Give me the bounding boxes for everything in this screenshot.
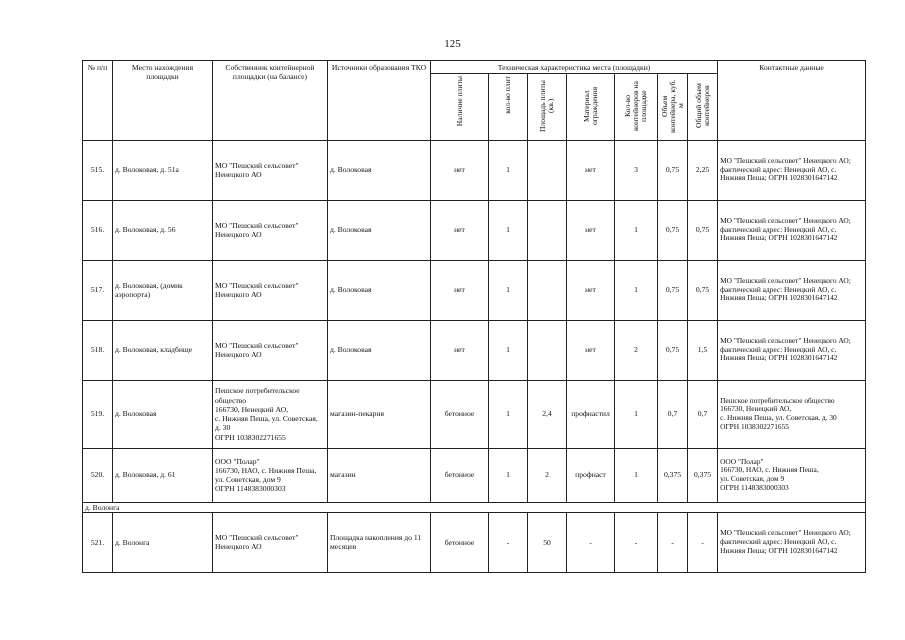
cell-owner: Пешское потребительское общество 166730, Ненецкий АО, с. Нижняя Пеша, ул. Советская, д. 30 ОГРН 1038302271655 <box>213 380 328 448</box>
cell-num: 520. <box>83 448 113 502</box>
cell-slabs: 1 <box>489 200 528 260</box>
cell-place: д. Волоковая, (домик аэропорта) <box>113 260 213 320</box>
cell-volume: 0,7 <box>658 380 688 448</box>
cell-total: 0,7 <box>688 380 718 448</box>
cell-num: 521. <box>83 512 113 572</box>
header-volume: Объем контейнера, куб. м <box>658 74 688 140</box>
cell-containers: 1 <box>615 200 658 260</box>
cell-area <box>528 260 567 320</box>
cell-place: д. Волоковая, д. 56 <box>113 200 213 260</box>
cell-base: нет <box>431 260 489 320</box>
cell-contacts: Пешское потребительское общество 166730, Ненецкий АО, с. Нижняя Пеша, ул. Советская, д. 30 ОГРН 1038302271655 <box>718 380 866 448</box>
header-contacts: Контактные данные <box>718 61 866 141</box>
cell-place: д. Волоковая <box>113 380 213 448</box>
cell-containers: 1 <box>615 448 658 502</box>
cell-place: д. Волоковая, д. 61 <box>113 448 213 502</box>
cell-volume: 0,75 <box>658 260 688 320</box>
cell-area: 2 <box>528 448 567 502</box>
header-total: Общий объем контейнеров <box>688 74 718 140</box>
cell-contacts: МО "Пешский сельсовет" Ненецкого АО; фактический адрес: Ненецкий АО, с. Нижняя Пеша; ОГРН 1028301647142 <box>718 140 866 200</box>
header-area: Площадь плиты (кв.) <box>528 74 567 140</box>
table-row <box>83 140 866 200</box>
cell-owner: МО "Пешский сельсовет" Ненецкого АО <box>213 200 328 260</box>
table-row <box>83 448 866 502</box>
cell-fence: нет <box>567 140 615 200</box>
table-row <box>83 320 866 380</box>
cell-num: 516. <box>83 200 113 260</box>
cell-total: 0,375 <box>688 448 718 502</box>
cell-total: 2,25 <box>688 140 718 200</box>
cell-place: д. Волоковая, д. 51а <box>113 140 213 200</box>
cell-base: нет <box>431 320 489 380</box>
cell-volume: 0,75 <box>658 140 688 200</box>
cell-slabs: 1 <box>489 140 528 200</box>
cell-area <box>528 320 567 380</box>
cell-containers: 2 <box>615 320 658 380</box>
cell-volume: 0,75 <box>658 320 688 380</box>
header-fence: Материал ограждения <box>567 74 615 140</box>
cell-contacts: ООО "Полар" 166730, НАО, с. Нижняя Пеша, ул. Советская, дом 9 ОГРН 1148383000303 <box>718 448 866 502</box>
cell-base: бетонное <box>431 448 489 502</box>
table-row <box>83 260 866 320</box>
cell-base: нет <box>431 140 489 200</box>
cell-containers: 1 <box>615 380 658 448</box>
cell-slabs: 1 <box>489 380 528 448</box>
cell-owner: МО "Пешский сельсовет" Ненецкого АО <box>213 140 328 200</box>
cell-source: д. Волоковая <box>328 200 431 260</box>
header-tech: Техническая характеристика места (площадки) <box>431 61 718 74</box>
cell-area <box>528 140 567 200</box>
header-containers: Кол-во контейнеров на площадке <box>615 74 658 140</box>
page-number: 125 <box>444 38 461 50</box>
cell-slabs: 1 <box>489 448 528 502</box>
cell-slabs: 1 <box>489 260 528 320</box>
header-num: № п/п <box>83 61 113 141</box>
cell-owner: МО "Пешский сельсовет" Ненецкого АО <box>213 260 328 320</box>
cell-total: 1,5 <box>688 320 718 380</box>
section-title: д. Волонга <box>83 502 866 512</box>
cell-containers: - <box>615 512 658 572</box>
header-slab-count: кол-во плит <box>489 74 528 140</box>
cell-total: 0,75 <box>688 260 718 320</box>
cell-slabs: - <box>489 512 528 572</box>
cell-owner: МО "Пешский сельсовет" Ненецкого АО <box>213 512 328 572</box>
header-owner: Собственник контейнерной площадки (на балансе) <box>213 61 328 141</box>
register-table <box>82 60 866 573</box>
cell-fence: профнастил <box>567 380 615 448</box>
table-row <box>83 512 866 572</box>
cell-base: бетонное <box>431 512 489 572</box>
cell-containers: 3 <box>615 140 658 200</box>
cell-area: 2,4 <box>528 380 567 448</box>
cell-num: 519. <box>83 380 113 448</box>
cell-base: нет <box>431 200 489 260</box>
cell-owner: ООО "Полар" 166730, НАО, с. Нижняя Пеша, ул. Советская, дом 9 ОГРН 1148383000303 <box>213 448 328 502</box>
cell-source: Площадка накопления до 11 месяцев <box>328 512 431 572</box>
cell-containers: 1 <box>615 260 658 320</box>
cell-contacts: МО "Пешский сельсовет" Ненецкого АО; фактический адрес: Ненецкий АО, с. Нижняя Пеша; ОГРН 1028301647142 <box>718 200 866 260</box>
section-row <box>83 502 866 512</box>
cell-source: д. Волоковая <box>328 320 431 380</box>
header-base: Наличие плиты <box>431 74 489 140</box>
cell-place: д. Волонга <box>113 512 213 572</box>
cell-num: 517. <box>83 260 113 320</box>
cell-contacts: МО "Пешский сельсовет" Ненецкого АО; фактический адрес: Ненецкий АО, с. Нижняя Пеша; ОГРН 1028301647142 <box>718 512 866 572</box>
cell-contacts: МО "Пешский сельсовет" Ненецкого АО; фактический адрес: Ненецкий АО, с. Нижняя Пеша; ОГРН 1028301647142 <box>718 320 866 380</box>
cell-volume: - <box>658 512 688 572</box>
header-source: Источники образования ТКО <box>328 61 431 141</box>
cell-slabs: 1 <box>489 320 528 380</box>
cell-source: д. Волоковая <box>328 260 431 320</box>
cell-num: 518. <box>83 320 113 380</box>
cell-source: магазин <box>328 448 431 502</box>
cell-total: 0,75 <box>688 200 718 260</box>
cell-fence: нет <box>567 200 615 260</box>
cell-num: 515. <box>83 140 113 200</box>
cell-fence: - <box>567 512 615 572</box>
cell-volume: 0,375 <box>658 448 688 502</box>
header-place: Место нахождения площадки <box>113 61 213 141</box>
cell-base: бетонное <box>431 380 489 448</box>
cell-area: 50 <box>528 512 567 572</box>
cell-source: магазин-пекарня <box>328 380 431 448</box>
cell-area <box>528 200 567 260</box>
cell-volume: 0,75 <box>658 200 688 260</box>
cell-fence: нет <box>567 320 615 380</box>
cell-place: д. Волоковая, кладбище <box>113 320 213 380</box>
cell-source: д. Волоковая <box>328 140 431 200</box>
cell-fence: нет <box>567 260 615 320</box>
table-row <box>83 380 866 448</box>
cell-contacts: МО "Пешский сельсовет" Ненецкого АО; фактический адрес: Ненецкий АО, с. Нижняя Пеша; ОГРН 1028301647142 <box>718 260 866 320</box>
table-row <box>83 200 866 260</box>
cell-fence: профнаст <box>567 448 615 502</box>
cell-owner: МО "Пешский сельсовет" Ненецкого АО <box>213 320 328 380</box>
cell-total: - <box>688 512 718 572</box>
